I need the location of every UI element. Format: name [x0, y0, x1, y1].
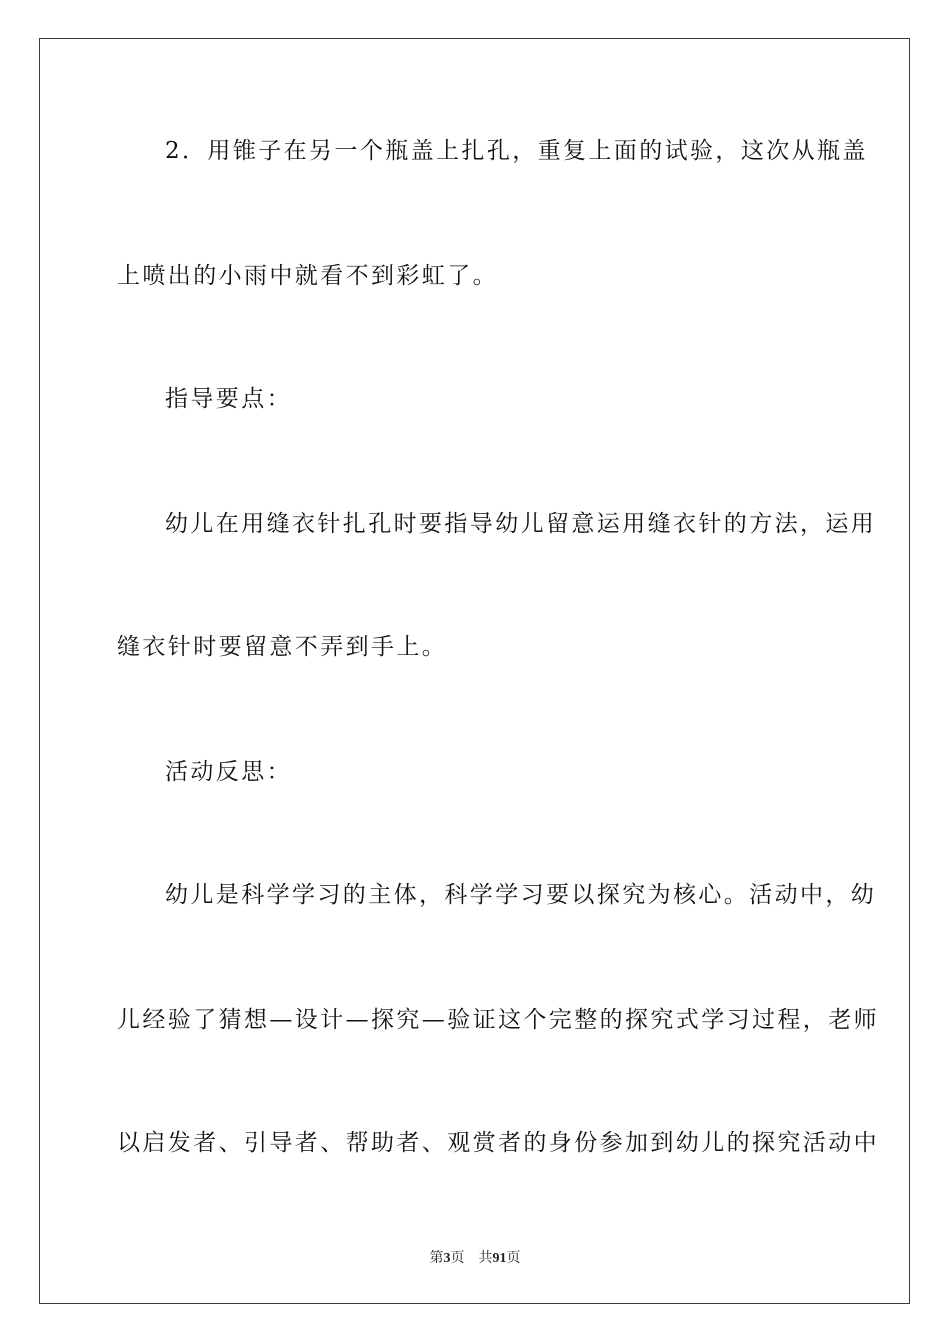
paragraph-line: 上喷出的小雨中就看不到彩虹了。	[117, 263, 498, 289]
total-suffix: 页	[506, 1251, 521, 1266]
section-heading-guidance: 指导要点：	[165, 386, 292, 412]
total-prefix: 共	[478, 1251, 493, 1266]
paragraph-line: 儿经验了猜想—设计—探究—验证这个完整的探究式学习过程，老师	[117, 1007, 879, 1033]
paragraph-line: 幼儿在用缝衣针扎孔时要指导幼儿留意运用缝衣针的方法，运用	[165, 511, 877, 537]
page-border	[39, 38, 910, 1304]
paragraph-line: 以启发者、引导者、帮助者、观赏者的身份参加到幼儿的探究活动中	[117, 1130, 879, 1156]
total-pages: 91	[492, 1251, 507, 1266]
paragraph-line: 2．用锥子在另一个瓶盖上扎孔，重复上面的试验，这次从瓶盖	[165, 138, 868, 164]
page-suffix: 页	[450, 1251, 465, 1266]
paragraph-line: 缝衣针时要留意不弄到手上。	[117, 634, 448, 660]
page-number: 3	[443, 1251, 451, 1266]
page-footer	[0, 1247, 950, 1267]
section-heading-reflection: 活动反思：	[165, 759, 292, 785]
page-prefix: 第	[429, 1251, 444, 1266]
paragraph-line: 幼儿是科学学习的主体，科学学习要以探究为核心。活动中，幼	[165, 882, 877, 908]
